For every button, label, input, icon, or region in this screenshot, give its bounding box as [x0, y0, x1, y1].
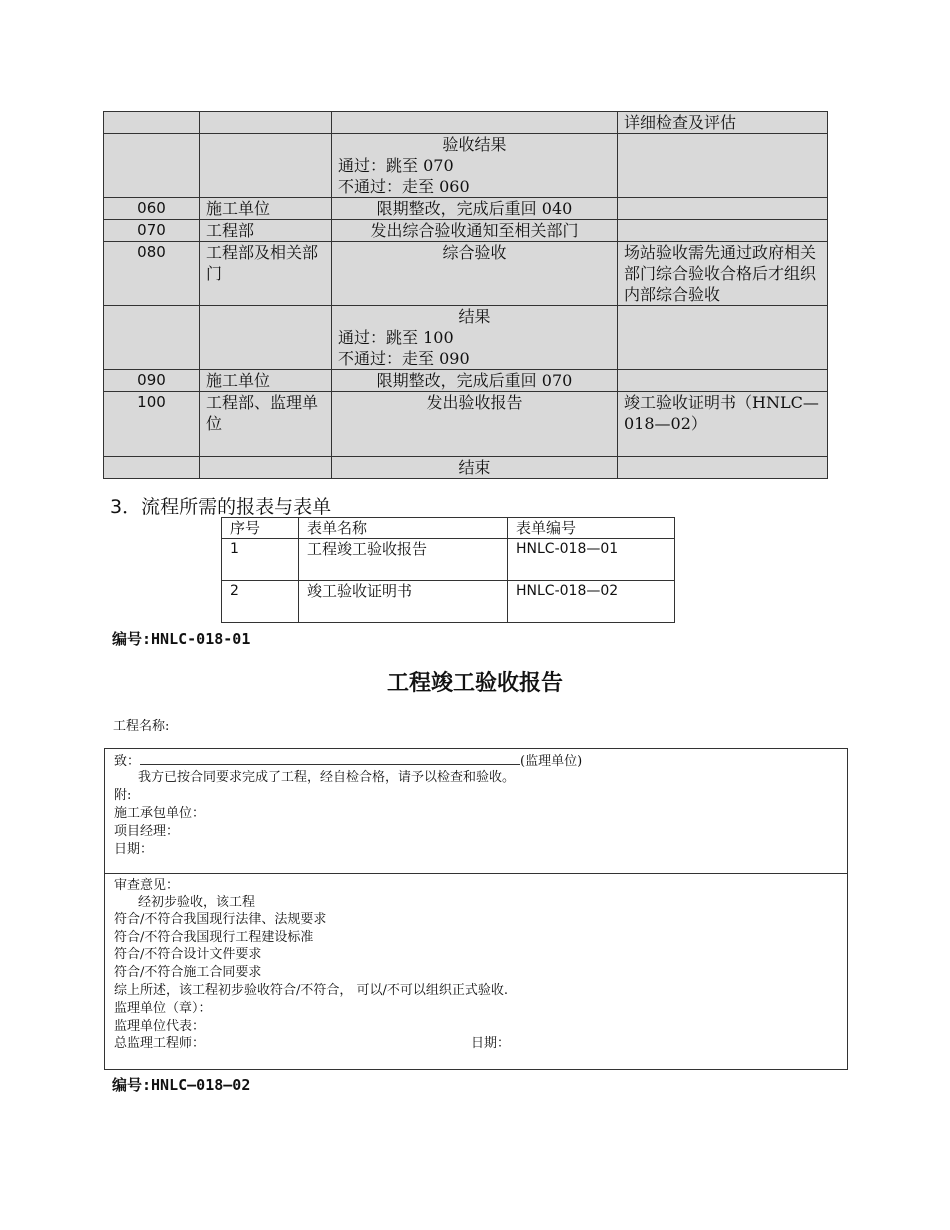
action-line: 验收结果 — [442, 135, 507, 154]
step-action — [332, 392, 618, 457]
flow-table — [103, 111, 828, 479]
step-action — [332, 370, 618, 392]
step-code: 090 — [104, 370, 200, 392]
forms-table — [221, 517, 675, 623]
header-name: 表单名称 — [299, 518, 508, 539]
supervisor-seal-label: 监理单位（章）： — [114, 1001, 212, 1016]
submission-section — [104, 748, 848, 874]
action-line: 结束 — [458, 458, 491, 477]
step-code: 100 — [104, 392, 200, 457]
step-role: 工程部、监理单位 — [200, 392, 332, 457]
header-code: 表单编号 — [508, 518, 675, 539]
review-title: 审查意见： — [114, 878, 180, 893]
review-date-label: 日期： — [471, 1036, 511, 1051]
contractor-label: 施工承包单位： — [114, 806, 206, 821]
note-text: 场站验收需先通过政府相关部门综合验收合格后才组织内部综合验收 — [624, 243, 817, 304]
row-seq: 2 — [222, 581, 299, 623]
form1-code: 编号:HNLC-018-01 — [112, 630, 251, 648]
step-note — [618, 457, 828, 479]
row-name: 工程竣工验收报告 — [299, 539, 508, 581]
action-line: 综合验收 — [442, 243, 507, 262]
step-code — [104, 112, 200, 134]
flow-row — [104, 306, 828, 370]
action-line: 结果 — [458, 307, 491, 326]
flow-row — [104, 370, 828, 392]
note-text: 竣工验收证明书（HNLC—018—02） — [624, 393, 819, 433]
step-role: 工程部 — [200, 220, 332, 242]
review-line: 符合/不符合施工合同要求 — [114, 965, 262, 980]
action-line: 不通过：走至 090 — [338, 349, 470, 368]
to-prefix: 致： — [114, 754, 141, 769]
action-line: 发出验收报告 — [426, 393, 523, 412]
review-line: 符合/不符合我国现行法律、法规要求 — [114, 912, 327, 927]
step-action — [332, 242, 618, 306]
flow-row — [104, 198, 828, 220]
flow-row — [104, 392, 828, 457]
step-action — [332, 457, 618, 479]
step-code: 060 — [104, 198, 200, 220]
step-code — [104, 306, 200, 370]
step-action — [332, 112, 618, 134]
step-action — [332, 306, 618, 370]
step-note — [618, 134, 828, 198]
step-code: 080 — [104, 242, 200, 306]
review-line: 符合/不符合设计文件要求 — [114, 947, 262, 962]
action-line: 发出综合验收通知至相关部门 — [370, 221, 579, 240]
step-action — [332, 198, 618, 220]
project-name-label: 工程名称: — [113, 719, 170, 734]
step-role — [200, 457, 332, 479]
action-line: 通过：跳至 100 — [338, 328, 454, 347]
step-role — [200, 306, 332, 370]
section-heading: 3．流程所需的报表与表单 — [110, 496, 332, 518]
action-line: 不通过：走至 060 — [338, 177, 470, 196]
step-action — [332, 134, 618, 198]
step-code — [104, 457, 200, 479]
chief-engineer-label: 总监理工程师： — [114, 1036, 206, 1051]
form2-code: 编号:HNLC—018—02 — [112, 1076, 251, 1094]
supervisor-rep-label: 监理单位代表： — [114, 1019, 206, 1034]
review-conclusion: 综上所述，该工程初步验收符合/不符合， 可以/不可以组织正式验收. — [114, 983, 509, 998]
pm-label: 项目经理： — [114, 824, 180, 839]
flow-row — [104, 134, 828, 198]
action-line: 限期整改，完成后重回 040 — [376, 199, 573, 218]
report-title: 工程竣工验收报告 — [386, 671, 563, 696]
review-line: 经初步验收，该工程 — [138, 895, 256, 910]
step-role: 工程部及相关部门 — [200, 242, 332, 306]
step-note — [618, 198, 828, 220]
flow-row — [104, 112, 828, 134]
flow-row — [104, 242, 828, 306]
table-row — [222, 581, 675, 623]
step-code: 070 — [104, 220, 200, 242]
step-note — [618, 242, 828, 306]
step-role — [200, 112, 332, 134]
review-line: 符合/不符合我国现行工程建设标准 — [114, 930, 314, 945]
attach-label: 附: — [114, 788, 132, 803]
to-line — [114, 751, 582, 770]
row-name: 竣工验收证明书 — [299, 581, 508, 623]
table-row — [222, 539, 675, 581]
step-note — [618, 392, 828, 457]
action-line: 通过：跳至 070 — [338, 156, 454, 175]
review-section — [104, 873, 848, 1070]
date-label: 日期： — [114, 842, 154, 857]
flow-row — [104, 457, 828, 479]
row-code: HNLC-018—02 — [508, 581, 675, 623]
step-note — [618, 220, 828, 242]
step-role — [200, 134, 332, 198]
row-code: HNLC-018—01 — [508, 539, 675, 581]
note-text: 详细检查及评估 — [624, 113, 737, 132]
step-note — [618, 306, 828, 370]
flow-row — [104, 220, 828, 242]
step-note — [618, 112, 828, 134]
step-role: 施工单位 — [200, 198, 332, 220]
step-action — [332, 220, 618, 242]
statement: 我方已按合同要求完成了工程，经自检合格，请予以检查和验收。 — [138, 770, 516, 785]
step-note — [618, 370, 828, 392]
to-suffix: (监理单位) — [520, 754, 583, 769]
action-line: 限期整改，完成后重回 070 — [376, 371, 573, 390]
step-code — [104, 134, 200, 198]
row-seq: 1 — [222, 539, 299, 581]
supervisor-blank — [140, 751, 520, 765]
step-role: 施工单位 — [200, 370, 332, 392]
header-seq: 序号 — [222, 518, 299, 539]
